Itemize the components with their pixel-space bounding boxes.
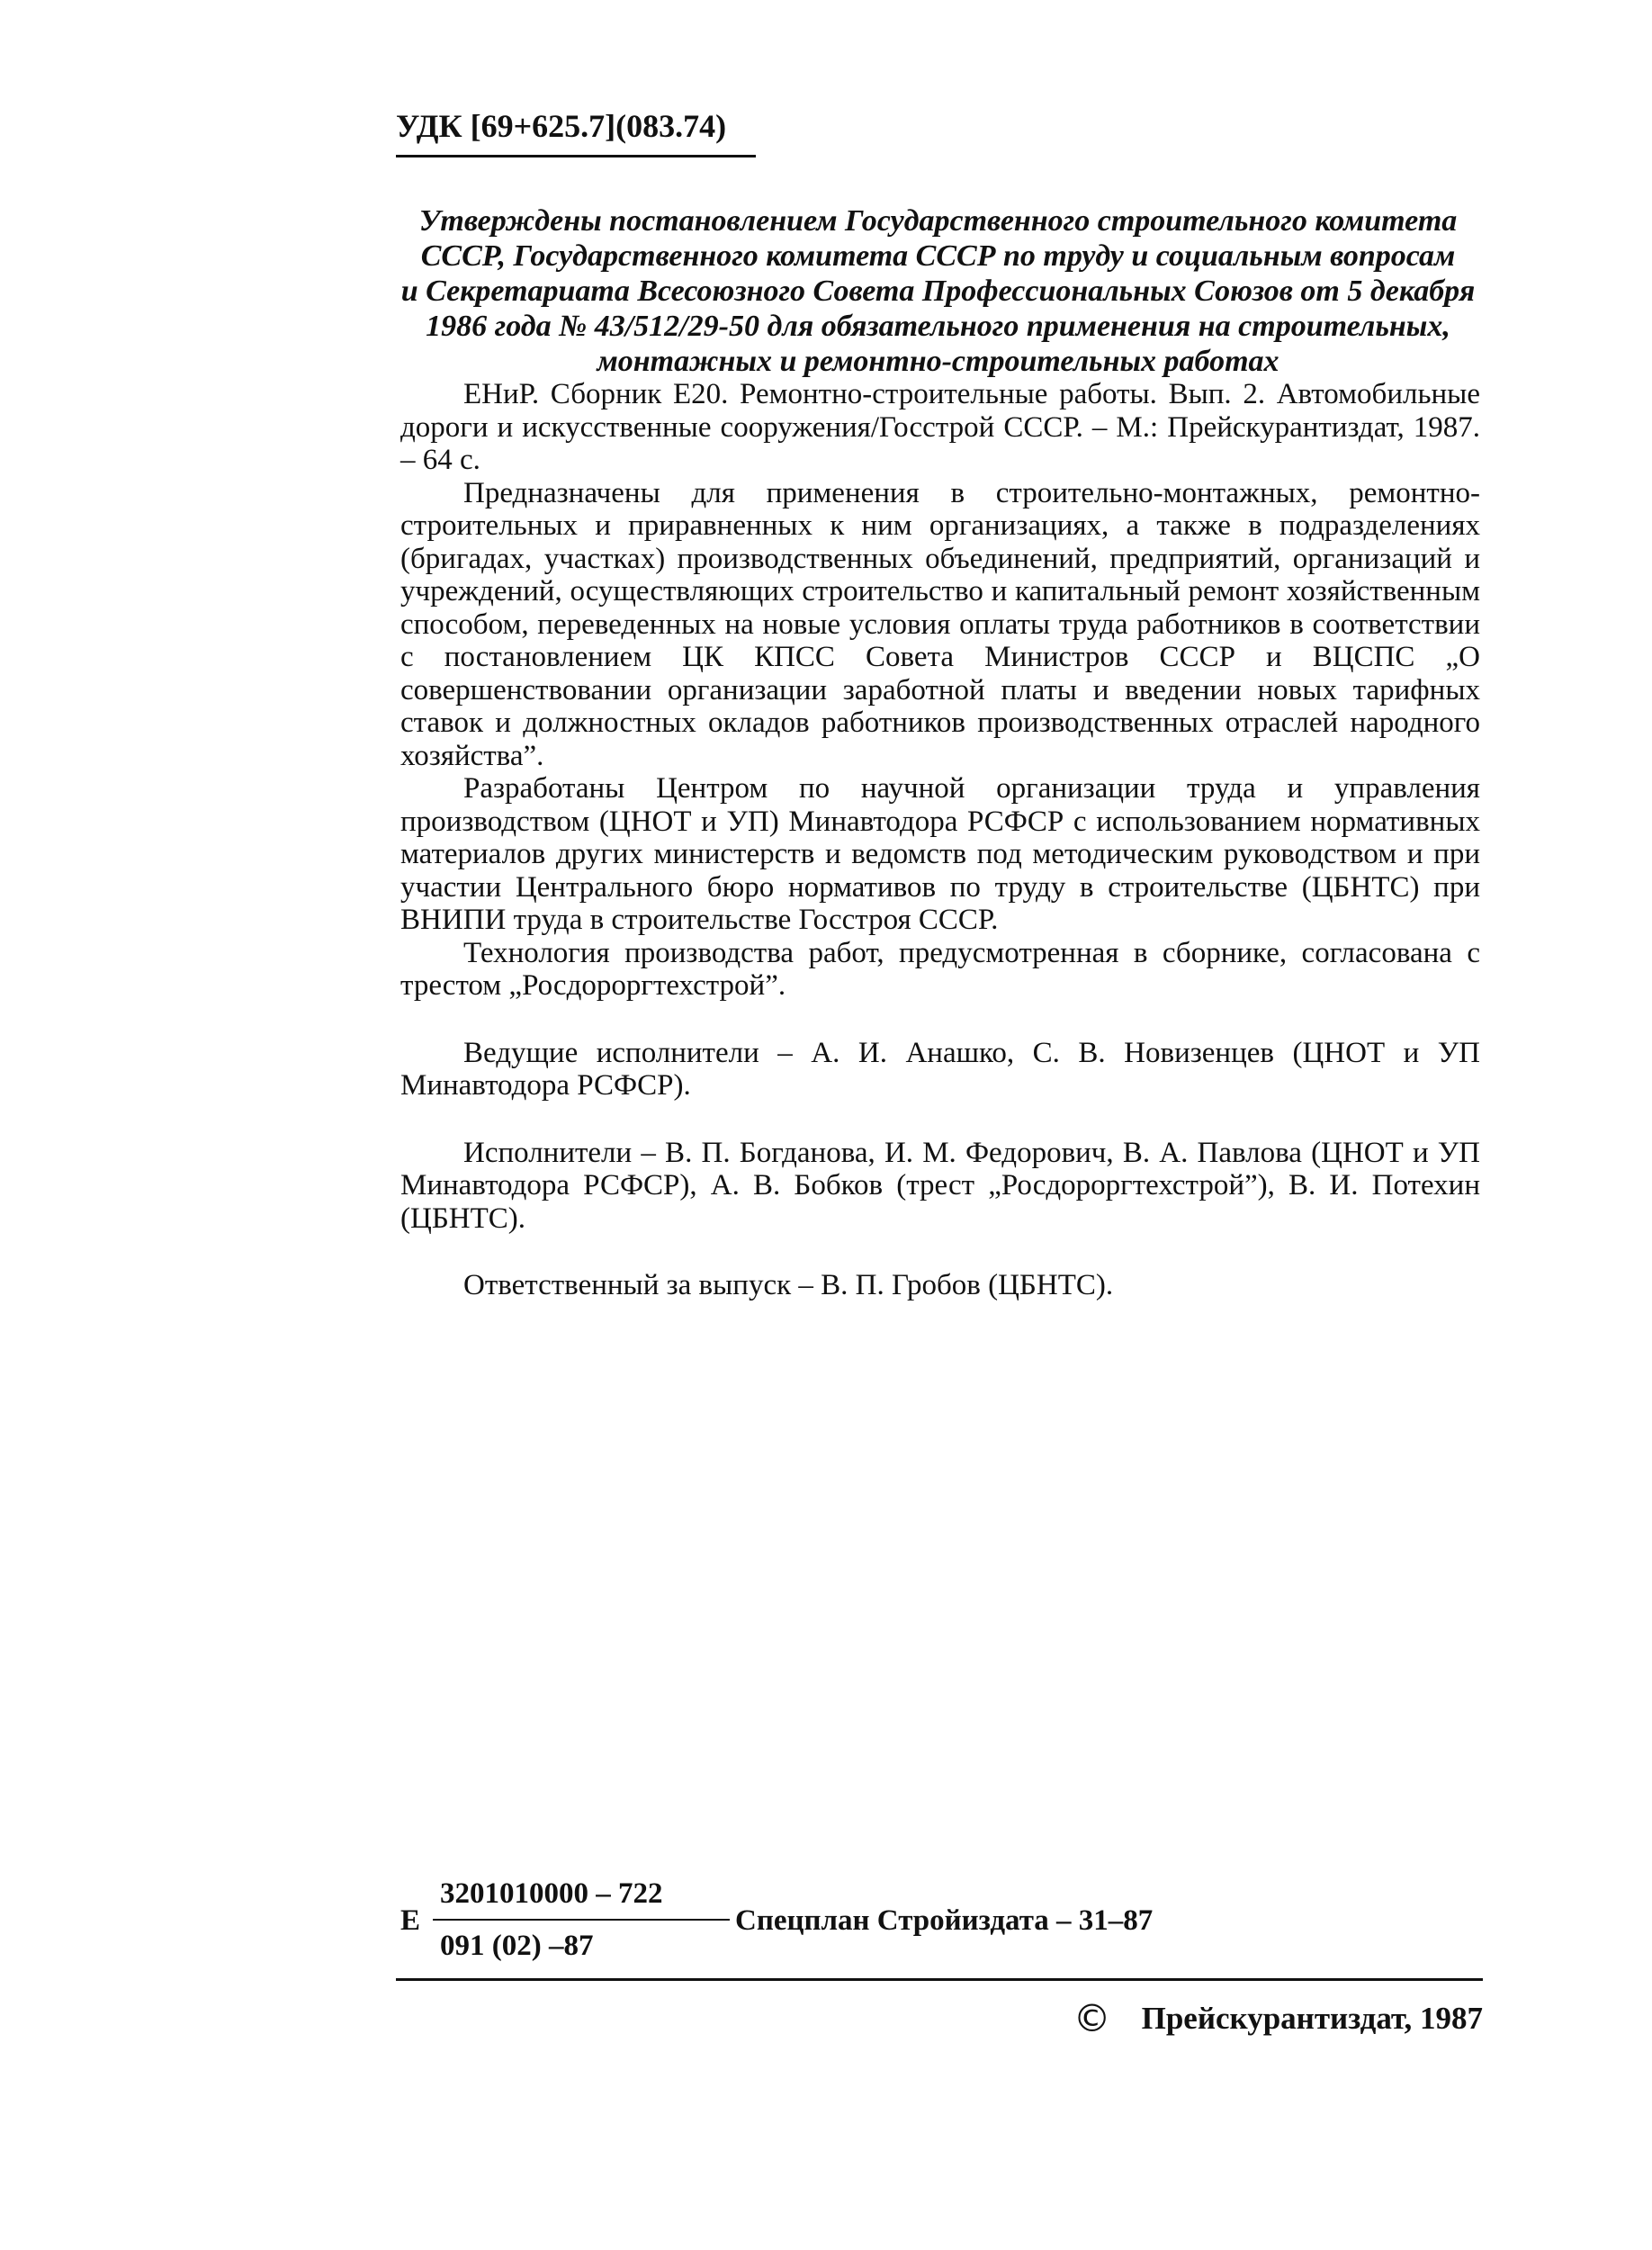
purpose-paragraph: Предназначены для применения в строительно-монтажных, ремонтно-строительных и приравненных к ним организациях, а также в подразделениях (бригадах, участках) производственных объединений, предприятий, организаций и учреждений, осуществляющих строительство и капитальный ремонт хозяйственным способом, переведенных на новые условия оплаты труда работников в соответствии с постановлением ЦК КПСС Совета Министров СССР и ВЦСПС „О совершенствовании организации заработной платы и введении новых тарифных ставок и должностных окладов работников производственных отраслей народного хозяйства”. <box>400 476 1480 772</box>
annotation-body <box>400 378 1480 1302</box>
developers-paragraph: Разработаны Центром по научной организации труда и управления производством (ЦНОТ и УП) Минавтодора РСФСР с использованием нормативных материалов других министерств и ведомств под методическим руководством и при участии Центрального бюро нормативов по труду в строительстве (ЦБНТС) при ВНИПИ труда в строительстве Госстроя СССР. <box>400 772 1480 936</box>
imprint-numerator: 3201010000 – 722 <box>440 1877 663 1910</box>
approval-line: монтажных и ремонтно-строительных работах <box>597 345 1279 378</box>
copyright-text: Прейскурантиздат, 1987 <box>1141 2001 1483 2036</box>
copyright-icon: © <box>1073 1996 1111 2040</box>
imprint-plan: Спецплан Стройиздата – 31–87 <box>735 1904 1154 1937</box>
publication-imprint <box>400 1876 1210 1966</box>
udk-code: УДК [69+625.7](083.74) <box>396 108 727 144</box>
copyright-line <box>1073 1996 1483 2040</box>
executors-paragraph: Исполнители – В. П. Богданова, И. М. Федорович, В. А. Павлова (ЦНОТ и УП Минавтодора РСФСР), А. В. Бобков (трест „Росдороргтехстрой”), В. И. Потехин (ЦБНТС). <box>400 1136 1480 1235</box>
bottom-divider <box>396 1978 1483 1981</box>
imprint-denominator: 091 (02) –87 <box>440 1930 594 1962</box>
imprint-letter: Е <box>400 1904 421 1937</box>
approval-line: 1986 года № 43/512/29-50 для обязательного применения на строительных, <box>426 310 1450 343</box>
approval-notice <box>396 203 1480 379</box>
responsible-paragraph: Ответственный за выпуск – В. П. Гробов (ЦБНТС). <box>463 1269 1114 1301</box>
technology-paragraph: Технология производства работ, предусмотренная в сборнике, согласована с трестом „Росдороргтехстрой”. <box>400 936 1480 1002</box>
approval-line: и Секретариата Всесоюзного Совета Профессиональных Союзов от 5 декабря <box>400 274 1476 308</box>
bibliographic-entry: ЕНиР. Сборник Е20. Ремонтно-строительные работы. Вып. 2. Автомобильные дороги и искусственные сооружения/Госстрой СССР. – М.: Прейскурантиздат, 1987. – 64 с. <box>400 378 1480 476</box>
approval-line: СССР, Государственного комитета СССР по труду и социальным вопросам <box>420 239 1456 273</box>
udk-header <box>396 106 756 158</box>
lead-executors-paragraph: Ведущие исполнители – А. И. Анашко, С. В. Новизенцев (ЦНОТ и УП Минавтодора РСФСР). <box>400 1036 1480 1102</box>
udk-underline <box>396 155 756 158</box>
fraction-bar <box>433 1919 730 1921</box>
approval-line: Утверждены постановлением Государственного строительного комитета <box>418 204 1458 238</box>
